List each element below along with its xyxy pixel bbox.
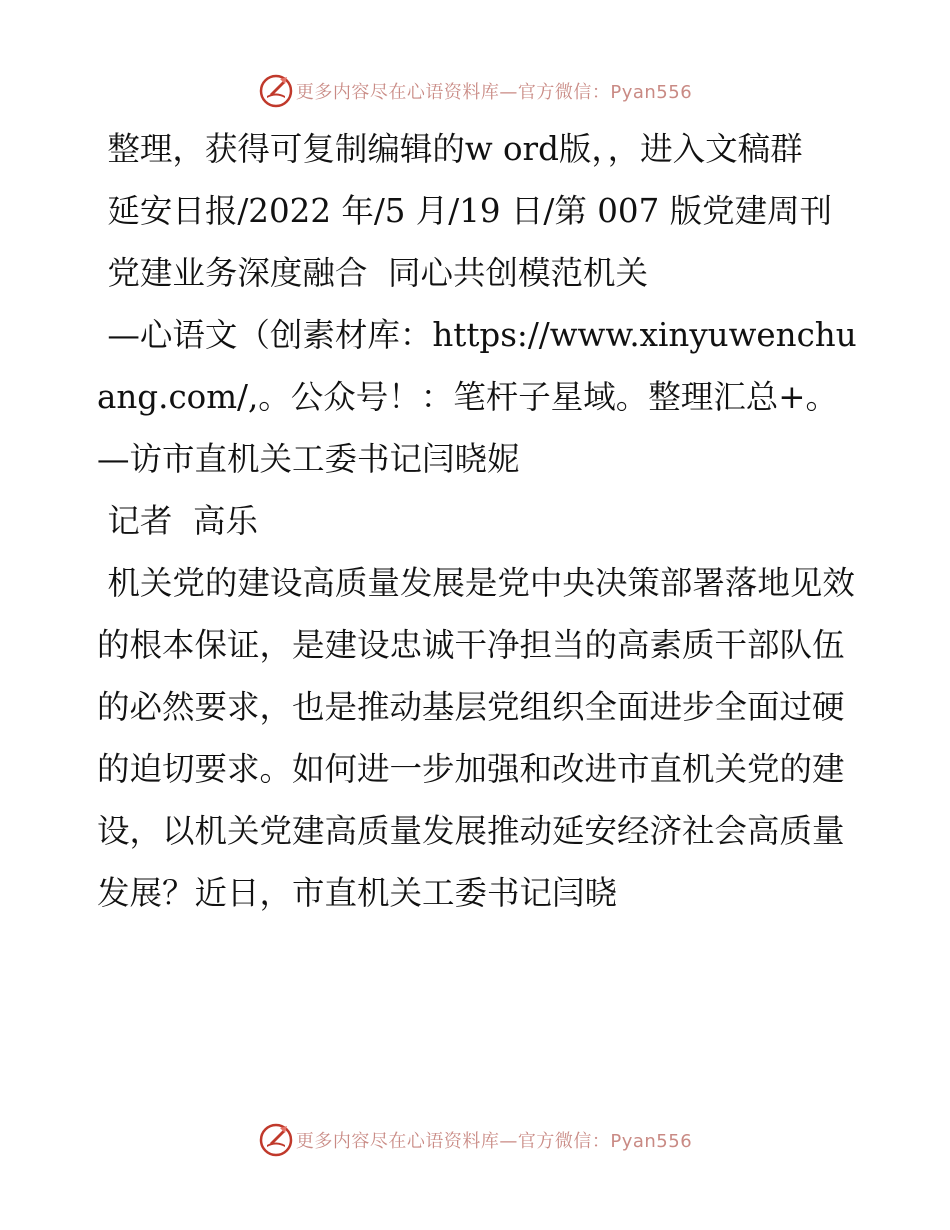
- paragraph-intro: 整理，获得可复制编辑的w ord版，，进入文稿群: [97, 130, 803, 168]
- watermark-text: 更多内容尽在心语资料库—官方微信：Pyan556: [295, 1131, 693, 1152]
- bottom-watermark: [0, 1120, 950, 1160]
- paragraph-source: 延安日报/2022 年/5 月/19 日/第 007 版党建周刊: [97, 192, 833, 230]
- book-quill-logo-icon: [258, 1122, 294, 1158]
- document-body: [97, 118, 857, 924]
- paragraph-reporter: 记者 高乐: [97, 502, 259, 540]
- paragraph-headline: 党建业务深度融合 同心共创模范机关: [97, 254, 649, 292]
- paragraph-body: 机关党的建设高质量发展是党中央决策部署落地见效的根本保证，是建设忠诚干净担当的高素质干部队伍的必然要求，也是推动基层党组织全面进步全面过硬的迫切要求。如何进一步加强和改进市直机关党的建设，以机关党建高质量发展推动延安经济社会高质量发展？近日，市直机关工委书记闫晓: [97, 564, 855, 912]
- top-watermark: [0, 71, 950, 111]
- paragraph-subtitle: —心语文（创素材库：https://www.xinyuwenchuang.com/,。公众号！：笔杆子星域。整理汇总+。—访市直机关工委书记闫晓妮: [97, 316, 857, 478]
- watermark-text: 更多内容尽在心语资料库—官方微信：Pyan556: [295, 82, 693, 103]
- book-quill-logo-icon: [258, 73, 294, 109]
